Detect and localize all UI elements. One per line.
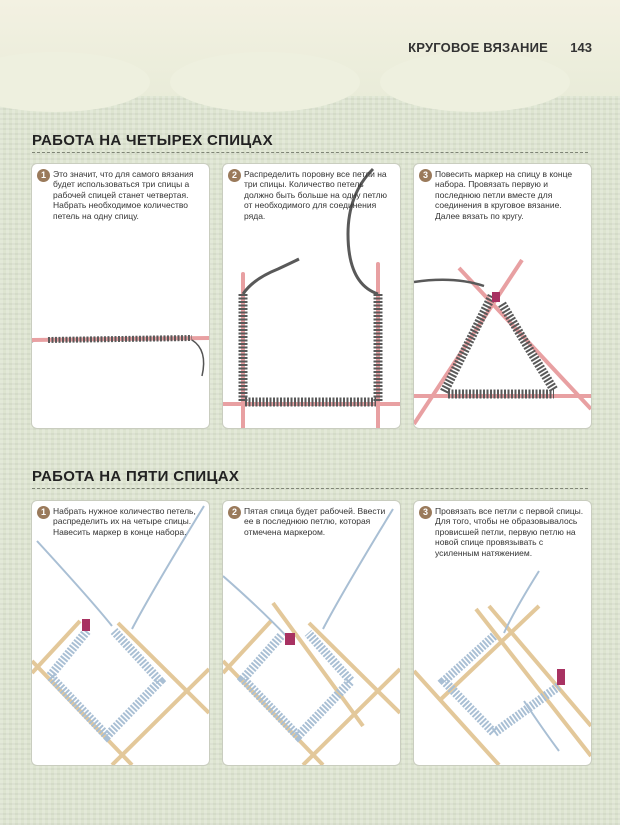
step-card-4n-2 <box>222 163 401 429</box>
step-instruction: Распределить поровну все петли на три спицы. Количество петель должно быть больше на одну петлю от необходимого для соединения ряда. <box>244 169 387 221</box>
four-needles-square-illustration <box>32 501 209 765</box>
step-number-badge: 2 <box>228 506 241 519</box>
step-card-4n-1 <box>31 163 210 429</box>
section-title-four-needles: РАБОТА НА ЧЕТЫРЕХ СПИЦАХ <box>32 132 273 149</box>
step-instruction: Набрать нужное количество петель, распределить их на четыре спицы. Навесить маркер в конце набора. <box>53 506 196 537</box>
step-card-4n-3 <box>413 163 592 429</box>
step-card-5n-1 <box>31 500 210 766</box>
step-instruction: Повесить маркер на спицу в конце набора. Провязать первую и последнюю петли вместе для соединения в круговое вязание. Далее вязать по кругу. <box>435 169 573 221</box>
fifth-needle-insert-illustration <box>223 501 400 765</box>
step-number-badge: 3 <box>419 506 432 519</box>
section-divider <box>32 152 588 153</box>
running-header: КРУГОВОЕ ВЯЗАНИЕ <box>408 40 548 55</box>
step-card-5n-2 <box>222 500 401 766</box>
step-card-5n-3 <box>413 500 592 766</box>
step-number-badge: 3 <box>419 169 432 182</box>
section-title-five-needles: РАБОТА НА ПЯТИ СПИЦАХ <box>32 468 240 485</box>
step-number-badge: 1 <box>37 169 50 182</box>
step-number-badge: 1 <box>37 506 50 519</box>
step-instruction: Это значит, что для самого вязания будет использоваться три спицы а рабочей спицей станет четвертая. Набрать необходимое количество петель на одну спицу. <box>53 169 194 221</box>
page-number: 143 <box>570 40 592 55</box>
step-instruction: Пятая спица будет рабочей. Ввести ее в последнюю петлю, которая отмечена маркером. <box>244 506 386 537</box>
step-instruction: Провязать все петли с первой спицы. Для того, чтобы не образовывалось провисшей петли, первую петлю на новой спице провязывать с усиленным натяжением. <box>435 506 584 558</box>
step-number-badge: 2 <box>228 169 241 182</box>
section-divider <box>32 488 588 489</box>
